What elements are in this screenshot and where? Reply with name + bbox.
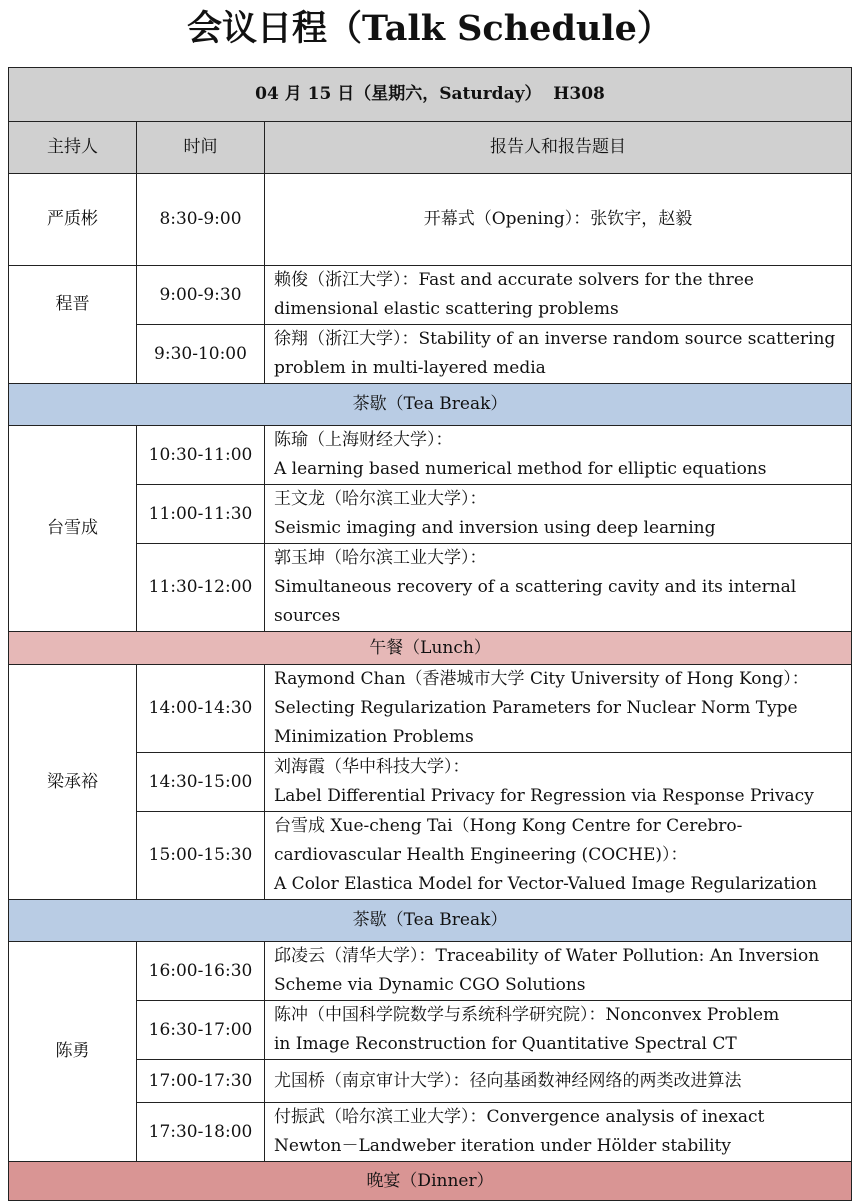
page-title: 会议日程（Talk Schedule） — [187, 8, 672, 49]
time-cell: 10:30-11:00 — [137, 426, 265, 485]
time-cell: 15:00-15:30 — [137, 812, 265, 900]
table-row — [9, 266, 852, 325]
talk-cell: 王文龙（哈尔滨工业大学）： Seismic imaging and inversion using deep learning — [265, 485, 852, 544]
talk-cell: 郭玉坤（哈尔滨工业大学）： Simultaneous recovery of a scattering cavity and its internal sources — [265, 544, 852, 632]
time-cell: 11:00-11:30 — [137, 485, 265, 544]
talk-cell: 陈冲（中国科学院数学与系统科学研究院）：Nonconvex Problem in Image Reconstruction for Quantitative Spectral CT — [265, 1001, 852, 1060]
date-header: 04 月 15 日（星期六，Saturday） H308 — [9, 68, 852, 122]
time-cell: 11:30-12:00 — [137, 544, 265, 632]
host-cell: 台雪成 — [9, 426, 137, 632]
lunch-label: 午餐（Lunch） — [9, 632, 852, 665]
tea-break-row — [9, 384, 852, 426]
time-cell: 16:30-17:00 — [137, 1001, 265, 1060]
col-header-talk: 报告人和报告题目 — [265, 122, 852, 174]
time-cell: 14:00-14:30 — [137, 665, 265, 753]
tea-break-row — [9, 900, 852, 942]
dinner-row — [9, 1162, 852, 1201]
lunch-row — [9, 632, 852, 665]
talk-cell: 开幕式（Opening）：张钦宇，赵毅 — [265, 174, 852, 266]
opening-row — [9, 174, 852, 266]
time-cell: 14:30-15:00 — [137, 753, 265, 812]
col-header-time: 时间 — [137, 122, 265, 174]
table-row — [9, 942, 852, 1001]
tea-break-label: 茶歇（Tea Break） — [9, 900, 852, 942]
talk-cell: 赖俊（浙江大学）：Fast and accurate solvers for the three dimensional elastic scattering problems — [265, 266, 852, 325]
talk-cell: 刘海霞（华中科技大学）： Label Differential Privacy for Regression via Response Privacy — [265, 753, 852, 812]
talk-cell: 付振武（哈尔滨工业大学）：Convergence analysis of inexact Newton－Landweber iteration under Hölder stability — [265, 1103, 852, 1162]
talk-cell: 徐翔（浙江大学）：Stability of an inverse random source scattering problem in multi-layered media — [265, 325, 852, 384]
time-cell: 9:00-9:30 — [137, 266, 265, 325]
schedule-table — [8, 67, 852, 1201]
time-cell: 17:00-17:30 — [137, 1060, 265, 1103]
talk-cell: 陈瑜（上海财经大学）： A learning based numerical method for elliptic equations — [265, 426, 852, 485]
talk-cell: 尤国桥（南京审计大学）：径向基函数神经网络的两类改进算法 — [265, 1060, 852, 1103]
host-cell: 程晋 — [9, 266, 137, 384]
talk-cell: Raymond Chan（香港城市大学 City University of Hong Kong）： Selecting Regularization Parameters for Nuclear Norm Type Minimization Problems — [265, 665, 852, 753]
time-cell: 8:30-9:00 — [137, 174, 265, 266]
table-row — [9, 426, 852, 485]
time-cell: 16:00-16:30 — [137, 942, 265, 1001]
host-cell: 梁承裕 — [9, 665, 137, 900]
col-header-host: 主持人 — [9, 122, 137, 174]
dinner-label: 晚宴（Dinner） — [9, 1162, 852, 1201]
time-cell: 17:30-18:00 — [137, 1103, 265, 1162]
time-cell: 9:30-10:00 — [137, 325, 265, 384]
host-cell: 陈勇 — [9, 942, 137, 1162]
host-cell: 严质彬 — [9, 174, 137, 266]
date-header-row — [9, 68, 852, 122]
column-header-row — [9, 122, 852, 174]
tea-break-label: 茶歇（Tea Break） — [9, 384, 852, 426]
table-row — [9, 665, 852, 753]
talk-cell: 台雪成 Xue-cheng Tai（Hong Kong Centre for Cerebro- cardiovascular Health Engineering (COCHE)）： A Color Elastica Model for Vector-Valued Image Regularization — [265, 812, 852, 900]
talk-cell: 邱凌云（清华大学）：Traceability of Water Pollution: An Inversion Scheme via Dynamic CGO Solutions — [265, 942, 852, 1001]
